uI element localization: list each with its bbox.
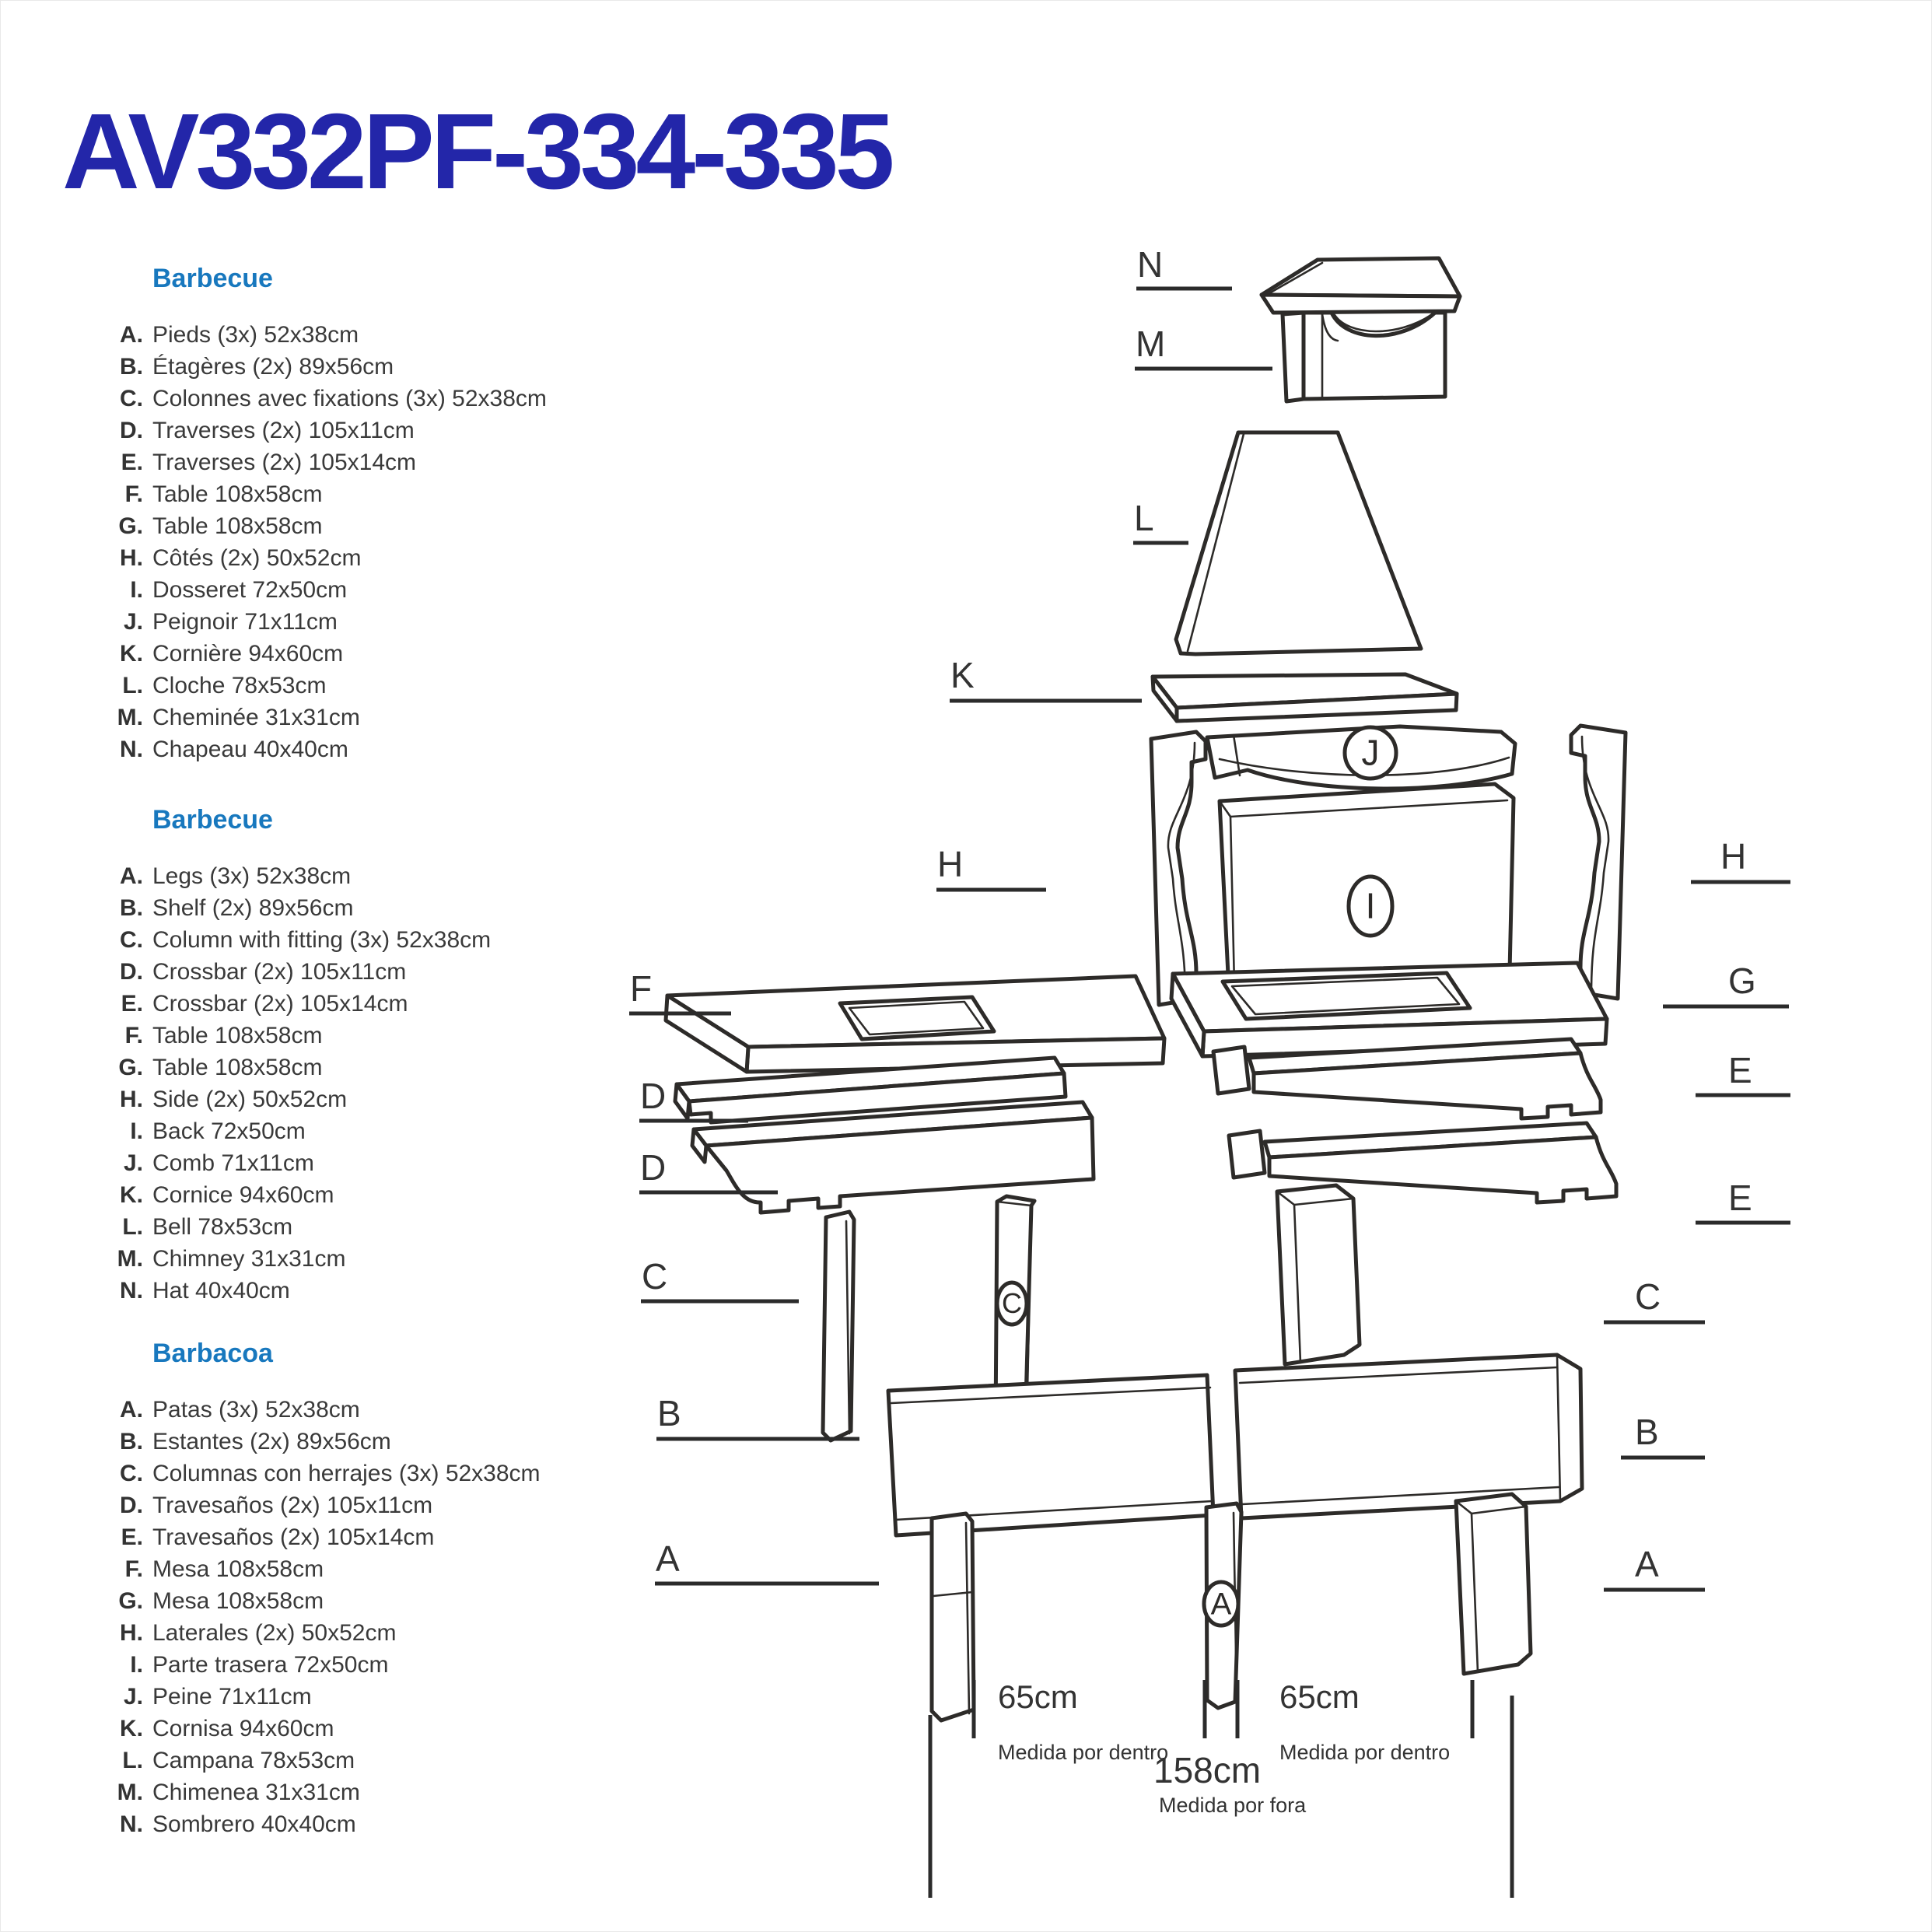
dim-inner-right: 65cm [1279,1678,1360,1715]
item-text: Table 108x58cm [152,481,323,507]
list-item [104,702,664,733]
diagram-label-C: C [642,1256,668,1297]
list-item [104,606,664,638]
list-item [104,1211,664,1243]
item-letter: K. [120,641,143,667]
parts-list-english [104,804,667,1307]
item-letter: N. [120,737,143,762]
list-item [104,1521,664,1553]
item-text: Estantes (2x) 89x56cm [152,1429,391,1454]
list-heading-english: Barbecue [152,805,273,835]
item-text: Peignoir 71x11cm [152,609,338,635]
item-letter: I. [130,1652,143,1678]
part-shelf-b1 [888,1375,1213,1535]
part-side-right-h [1571,726,1626,999]
list-item [104,1776,664,1808]
item-letter: E. [121,450,143,475]
list-item [104,1808,664,1840]
item-text: Étagères (2x) 89x56cm [152,354,394,380]
list-item [104,1553,664,1585]
part-leg-a3 [1456,1494,1531,1674]
page-title: AV332PF-334-335 [62,92,891,212]
diagram-label-D: D [640,1147,667,1188]
dim-outer: 158cm [1153,1750,1262,1790]
list-item [104,383,664,415]
item-letter: G. [118,513,143,539]
diagram-label-M: M [1136,324,1166,364]
list-items-english [104,860,667,1307]
item-letter: F. [124,1556,143,1582]
item-text: Patas (3x) 52x38cm [152,1397,360,1423]
item-letter: C. [120,1461,143,1486]
list-item [104,1052,664,1083]
item-text: Colonnes avec fixations (3x) 52x38cm [152,386,547,411]
item-letter: G. [118,1055,143,1080]
item-letter: N. [120,1811,143,1837]
part-column-c3 [1277,1185,1360,1364]
item-text: Shelf (2x) 89x56cm [152,895,354,921]
item-text: Legs (3x) 52x38cm [152,863,352,889]
item-text: Travesaños (2x) 105x11cm [152,1493,433,1518]
badge-letter-J: J [1361,732,1380,773]
item-text: Parte trasera 72x50cm [152,1652,389,1678]
item-text: Table 108x58cm [152,1023,323,1048]
diagram-label-K: K [950,655,975,695]
part-column-c1 [823,1212,854,1440]
item-text: Side (2x) 50x52cm [152,1087,348,1112]
list-item [104,446,664,478]
parts-list-french [104,263,664,765]
item-text: Cloche 78x53cm [152,673,327,698]
diagram-label-A: A [656,1538,680,1579]
diagram-label-D: D [640,1076,667,1116]
item-text: Dosseret 72x50cm [152,577,348,603]
list-items-spanish [104,1394,664,1840]
item-text: Peine 71x11cm [152,1684,312,1710]
list-item [104,956,664,988]
diagram-label-L: L [1134,498,1154,538]
badge-letter-I: I [1365,885,1376,926]
list-item [104,860,664,892]
item-letter: N. [120,1278,143,1304]
item-text: Travesaños (2x) 105x14cm [152,1524,435,1550]
dim-inner-left-note: Medida por dentro [998,1741,1169,1764]
item-letter: E. [121,991,143,1017]
list-item [104,1179,664,1211]
item-text: Chapeau 40x40cm [152,737,348,762]
item-text: Chimenea 31x31cm [152,1780,360,1805]
list-item [104,1275,664,1307]
item-text: Cheminée 31x31cm [152,705,360,730]
item-letter: E. [121,1524,143,1550]
part-shelf-b2 [1235,1355,1582,1518]
item-letter: F. [124,1023,143,1048]
list-item [104,1243,664,1275]
item-letter: L. [122,1748,143,1773]
item-letter: B. [120,1429,143,1454]
item-letter: G. [118,1588,143,1614]
item-text: Crossbar (2x) 105x11cm [152,959,407,985]
item-letter: L. [122,1214,143,1240]
item-text: Table 108x58cm [152,513,323,539]
item-letter: H. [120,545,143,571]
list-item [104,638,664,670]
item-text: Comb 71x11cm [152,1150,314,1176]
item-letter: H. [120,1087,143,1112]
list-item [104,1394,664,1426]
item-text: Cornière 94x60cm [152,641,344,667]
item-letter: L. [122,673,143,698]
parts-list-spanish [104,1338,664,1840]
item-letter: M. [117,705,143,730]
item-letter: J. [123,1684,143,1710]
list-heading-spanish: Barbacoa [152,1339,273,1368]
item-letter: D. [120,418,143,443]
item-letter: C. [120,927,143,953]
item-text: Back 72x50cm [152,1118,306,1144]
list-item [104,1115,664,1147]
item-letter: I. [130,1118,143,1144]
item-letter: J. [123,609,143,635]
diagram-label-H: H [1720,836,1747,877]
dim-inner-right-note: Medida por dentro [1279,1741,1451,1764]
dim-inner-left: 65cm [998,1678,1078,1715]
list-item [104,542,664,574]
item-text: Table 108x58cm [152,1055,323,1080]
item-letter: K. [120,1182,143,1208]
item-letter: B. [120,895,143,921]
part-side-left-h [1151,732,1206,1005]
list-item [104,351,664,383]
list-item [104,1489,664,1521]
item-letter: A. [120,322,143,348]
item-letter: M. [117,1246,143,1272]
list-item [104,1681,664,1713]
list-item [104,670,664,702]
item-letter: A. [120,863,143,889]
part-chimney-m [1283,313,1445,401]
item-text: Chimney 31x31cm [152,1246,346,1272]
diagram-label-B: B [657,1393,681,1433]
item-text: Campana 78x53cm [152,1748,355,1773]
list-item [104,924,664,956]
diagram-label-E: E [1728,1178,1752,1218]
item-text: Column with fitting (3x) 52x38cm [152,927,492,953]
list-item [104,1585,664,1617]
item-text: Mesa 108x58cm [152,1588,324,1614]
list-item [104,1617,664,1649]
item-text: Cornisa 94x60cm [152,1716,334,1741]
part-cornice-k [1153,674,1457,721]
list-heading-french: Barbecue [152,264,273,293]
diagram-label-N: N [1137,244,1164,285]
item-letter: F. [124,481,143,507]
list-item [104,892,664,924]
dim-outer-note: Medida por fora [1159,1794,1307,1817]
item-letter: M. [117,1780,143,1805]
exploded-diagram [607,233,1932,1913]
list-item [104,1083,664,1115]
item-letter: A. [120,1397,143,1423]
part-table-f [666,976,1164,1072]
list-item [104,478,664,510]
diagram-label-E: E [1728,1050,1752,1090]
list-item [104,1426,664,1458]
list-item [104,415,664,446]
item-letter: I. [130,577,143,603]
list-items-french [104,319,664,765]
item-text: Columnas con herrajes (3x) 52x38cm [152,1461,541,1486]
diagram-label-A: A [1635,1544,1659,1584]
list-item [104,988,664,1020]
list-item [104,1649,664,1681]
diagram-label-C: C [1635,1276,1661,1317]
list-item [104,1713,664,1745]
item-letter: D. [120,1493,143,1518]
diagram-label-B: B [1635,1412,1659,1452]
list-item [104,510,664,542]
item-letter: D. [120,959,143,985]
list-item [104,319,664,351]
item-text: Côtés (2x) 50x52cm [152,545,362,571]
part-leg-a1 [932,1514,974,1720]
item-text: Mesa 108x58cm [152,1556,324,1582]
list-item [104,1458,664,1489]
item-text: Cornice 94x60cm [152,1182,334,1208]
item-text: Traverses (2x) 105x14cm [152,450,416,475]
item-text: Sombrero 40x40cm [152,1811,356,1837]
list-item [104,1020,664,1052]
item-letter: H. [120,1620,143,1646]
part-bell-l [1176,432,1421,654]
diagram-label-G: G [1728,961,1756,1001]
item-text: Laterales (2x) 50x52cm [152,1620,397,1646]
item-text: Crossbar (2x) 105x14cm [152,991,408,1017]
part-hat-n [1262,258,1460,313]
item-text: Traverses (2x) 105x11cm [152,418,415,443]
list-item [104,733,664,765]
list-item [104,1745,664,1776]
list-item [104,1147,664,1179]
item-letter: K. [120,1716,143,1741]
item-letter: C. [120,386,143,411]
badge-letter-A: A [1210,1587,1232,1622]
diagram-label-H: H [937,844,964,884]
item-letter: J. [123,1150,143,1176]
list-item [104,574,664,606]
item-text: Pieds (3x) 52x38cm [152,322,359,348]
item-letter: B. [120,354,143,380]
diagram-label-F: F [630,968,653,1009]
item-text: Bell 78x53cm [152,1214,293,1240]
item-text: Hat 40x40cm [152,1278,290,1304]
badge-letter-C: C [1002,1287,1022,1320]
